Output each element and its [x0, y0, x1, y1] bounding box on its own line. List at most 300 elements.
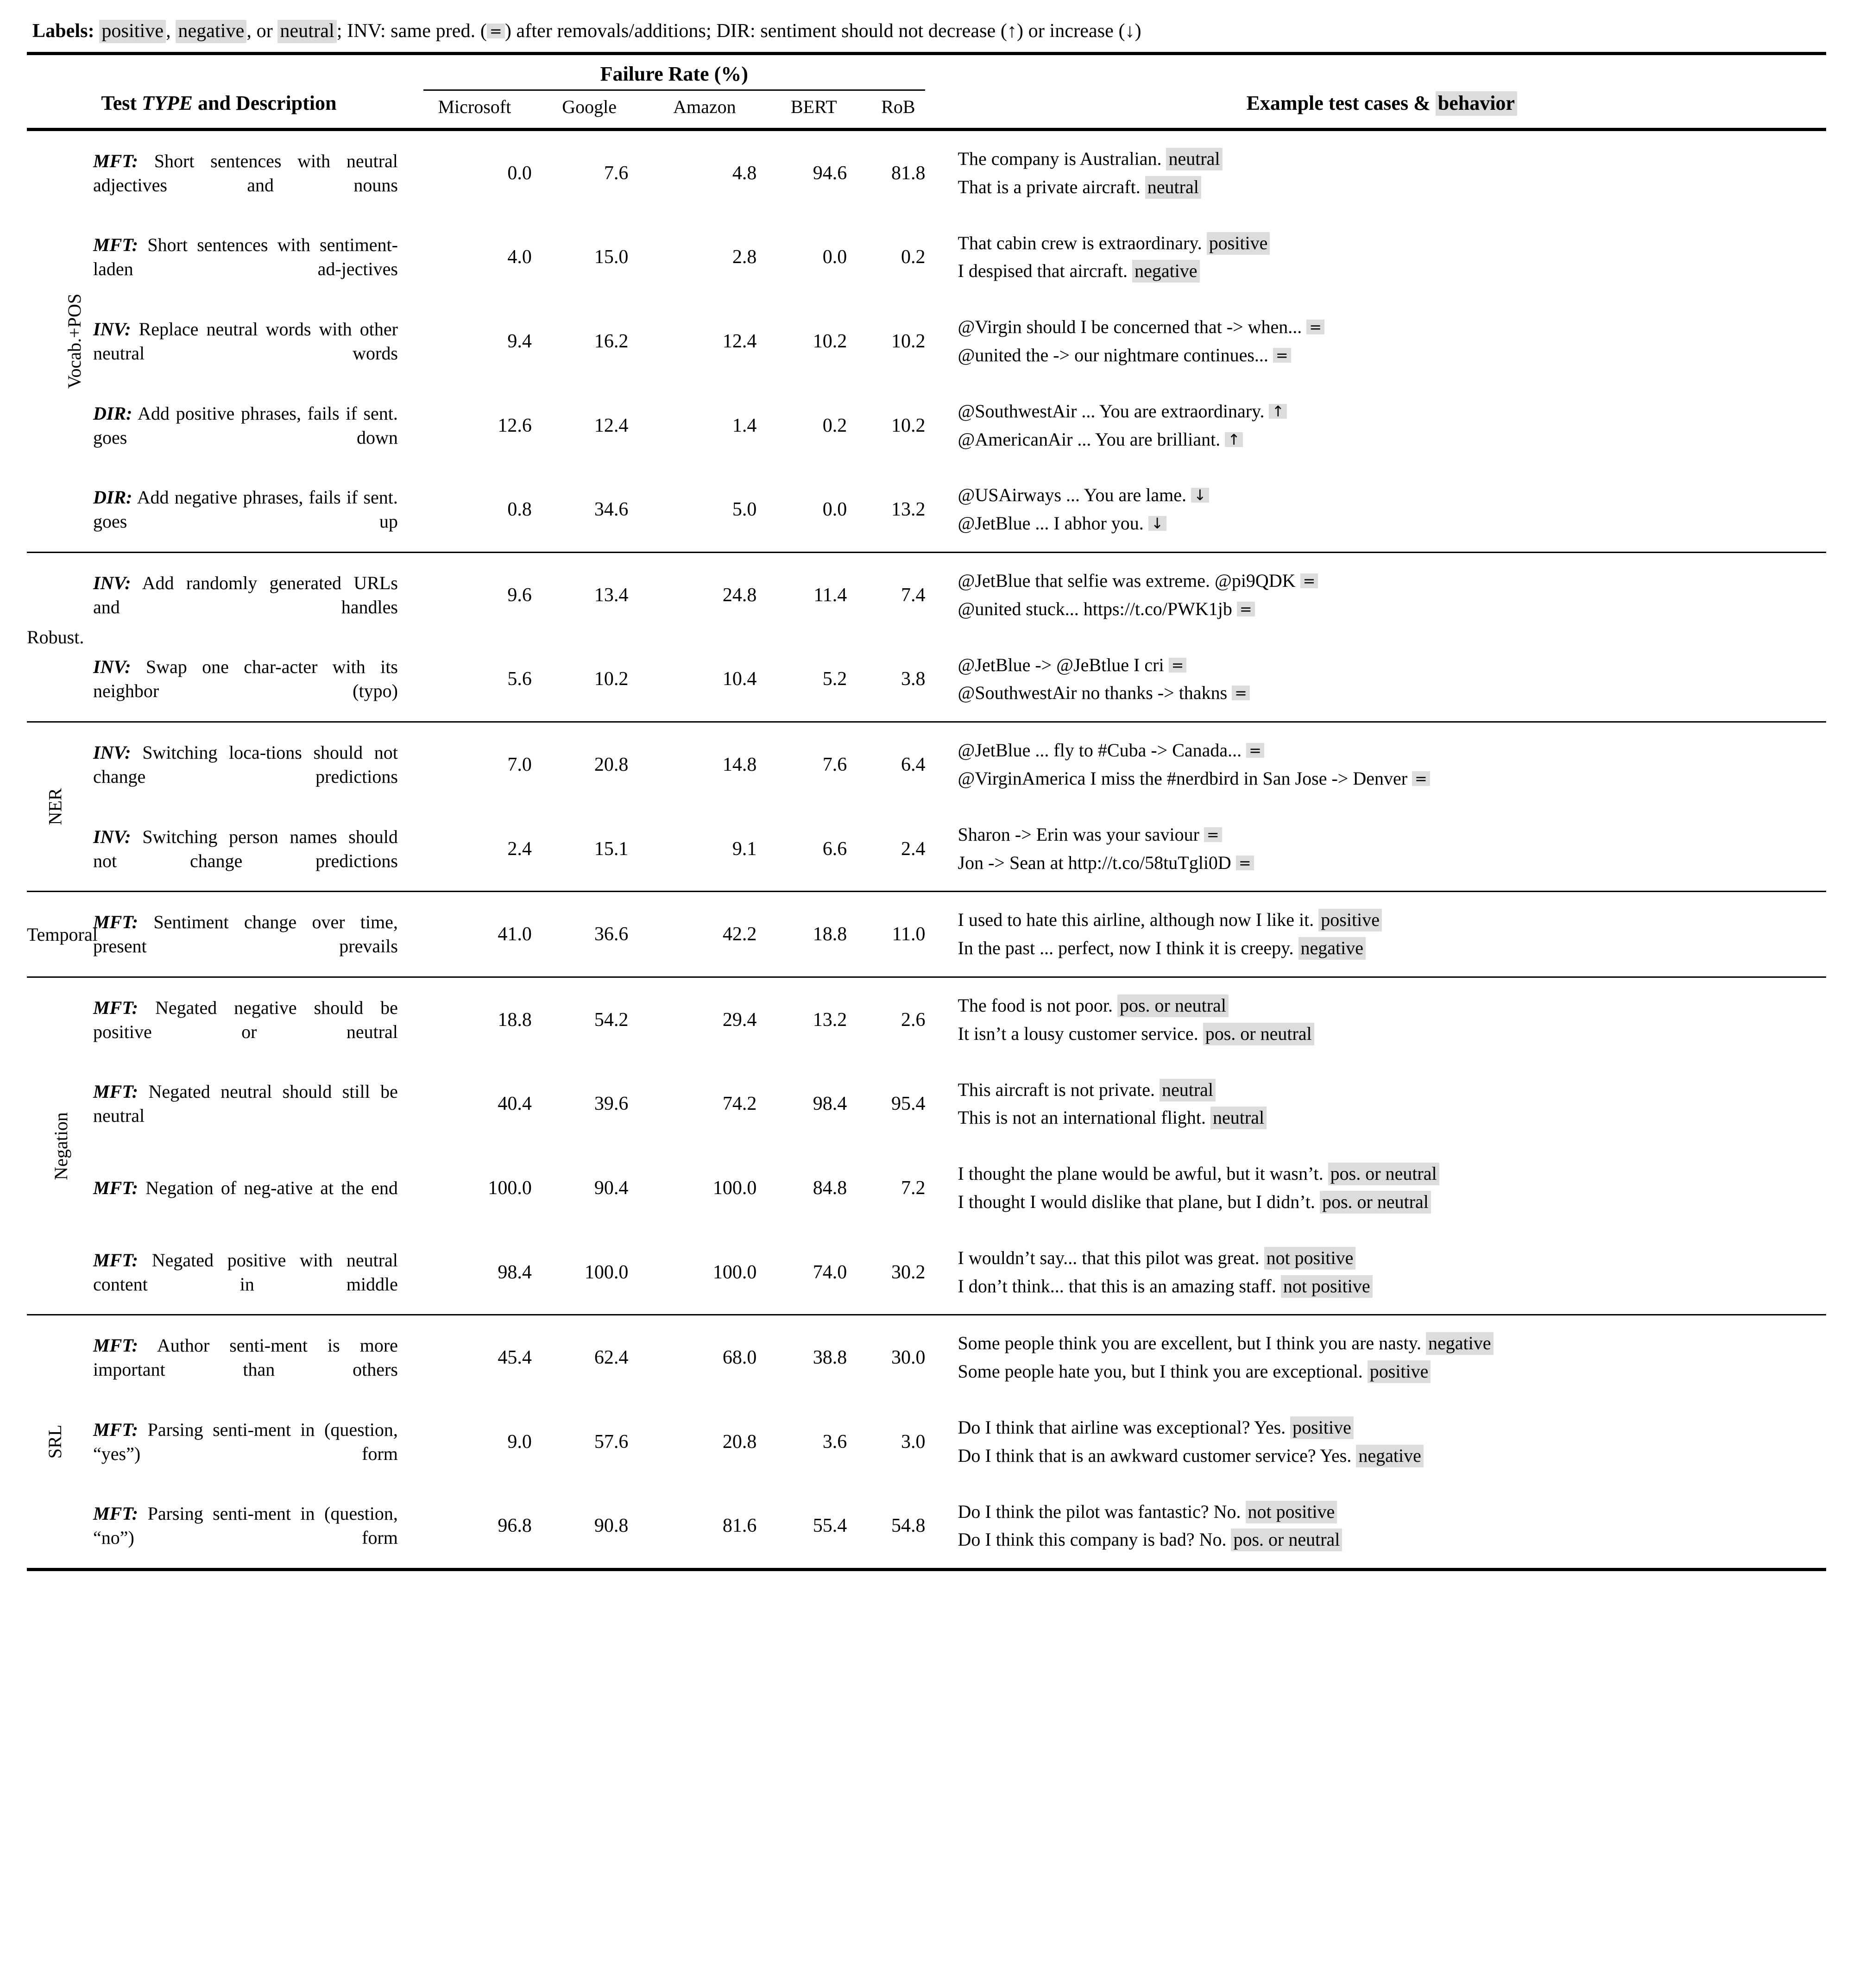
example-line [958, 595, 1826, 623]
failure-rate-amazon: 14.8 [640, 722, 769, 807]
expected-behavior-badge: positive [1207, 232, 1270, 255]
failure-rate-rob: 30.0 [859, 1315, 937, 1400]
failure-rate-amazon: 81.6 [722, 1515, 757, 1537]
failure-rate-bert: 10.2 [813, 330, 847, 352]
caption-sep-1: , [166, 20, 171, 42]
failure-rate-microsoft: 0.8 [507, 499, 532, 521]
header-failure-rate-label: Failure Rate (%) [600, 63, 748, 85]
failure-rate-amazon: 42.2 [640, 892, 769, 977]
failure-rate-google: 12.4 [594, 415, 629, 436]
failure-rate-amazon: 9.1 [732, 838, 757, 860]
expected-behavior-badge: negative [1298, 937, 1366, 960]
test-description [83, 215, 411, 300]
failure-rate-amazon: 12.4 [722, 330, 757, 352]
failure-rate-amazon: 20.8 [722, 1431, 757, 1453]
example-text: @VirginAmerica I miss the #nerdbird in San Jose -> Denver [958, 768, 1408, 789]
test-description [83, 1146, 411, 1230]
expected-behavior-badge: = [1300, 573, 1318, 588]
expected-behavior-badge: = [1412, 771, 1430, 786]
example-line [958, 906, 1826, 934]
caption-dir-text: ) after removals/additions; DIR: sentiment should not decrease (↑) or increase (↓) [504, 20, 1141, 42]
example-text: Do I think that airline was exceptional? Yes. [958, 1416, 1286, 1438]
example-test-cases [938, 637, 1826, 722]
failure-rate-rob: 3.0 [901, 1431, 926, 1453]
example-text: @USAirways ... You are lame. [958, 484, 1187, 506]
expected-behavior-badge: negative [1356, 1445, 1424, 1467]
example-text: The food is not poor. [958, 994, 1113, 1016]
example-line [958, 765, 1826, 793]
failure-rate-amazon: 1.4 [732, 415, 757, 436]
example-test-cases [938, 552, 1826, 637]
test-description [83, 1315, 411, 1400]
table-row [27, 384, 1826, 468]
test-type-label: MFT: [93, 997, 139, 1018]
failure-rate-microsoft: 2.4 [507, 838, 532, 860]
failure-rate-microsoft: 5.6 [507, 668, 532, 690]
example-text: Some people hate you, but I think you are exceptional. [958, 1361, 1363, 1382]
test-description [83, 130, 411, 215]
expected-behavior-badge: pos. or neutral [1117, 994, 1229, 1017]
header-model-bert: BERT [790, 96, 837, 117]
example-text: Do I think that is an awkward customer service? Yes. [958, 1445, 1352, 1466]
failure-rate-google: 20.8 [538, 722, 641, 807]
expected-behavior-badge: neutral [1166, 148, 1222, 170]
test-description-text: Short sentences with sentiment-laden ad-jectives [93, 234, 398, 280]
example-text: Sharon -> Erin was your saviour [958, 824, 1199, 845]
test-description-text: Parsing senti-ment in (question, “no”) form [93, 1503, 398, 1548]
failure-rate-bert: 5.2 [822, 668, 847, 690]
failure-rate-bert: 6.6 [822, 838, 847, 860]
example-text: Some people think you are excellent, but I think you are nasty. [958, 1333, 1422, 1354]
example-line [958, 1498, 1826, 1526]
failure-rate-bert: 55.4 [813, 1515, 847, 1537]
header-type-suffix: and Description [193, 92, 337, 114]
test-description [83, 299, 411, 384]
failure-rate-rob: 6.4 [859, 722, 937, 807]
table-row [27, 807, 1826, 892]
example-line [958, 1020, 1826, 1048]
test-type-label: DIR: [93, 487, 132, 508]
failure-rate-rob: 2.4 [901, 838, 926, 860]
failure-rate-amazon: 4.8 [640, 130, 769, 215]
example-line [958, 992, 1826, 1020]
example-line [958, 1076, 1826, 1104]
failure-rate-microsoft: 40.4 [498, 1093, 532, 1115]
section-label-text: Temporal [27, 924, 98, 945]
example-line [958, 1414, 1826, 1442]
test-description-text: Short sentences with neutral adjectives and nouns [93, 150, 398, 195]
example-text: In the past ... perfect, now I think it is creepy. [958, 937, 1294, 959]
example-line [958, 1329, 1826, 1358]
test-description [83, 1484, 411, 1568]
failure-rate-rob: 10.2 [891, 415, 926, 436]
header-model-amazon: Amazon [673, 96, 736, 117]
test-description [83, 552, 411, 637]
section-label-text: NER [44, 788, 66, 825]
example-line [958, 651, 1826, 679]
test-type-label: DIR: [93, 403, 132, 424]
example-line [958, 1526, 1826, 1554]
expected-behavior-badge: positive [1290, 1416, 1354, 1439]
header-example-behavior: behavior [1436, 91, 1517, 116]
failure-rate-amazon: 5.0 [732, 499, 757, 521]
section-label-robust [27, 552, 83, 722]
test-type-label: MFT: [93, 150, 139, 171]
expected-behavior-badge: ↓ [1191, 488, 1209, 503]
example-test-cases [938, 1062, 1826, 1146]
expected-behavior-badge: neutral [1210, 1107, 1267, 1129]
caption-label-prefix: Labels: [32, 20, 95, 42]
failure-rate-rob: 7.4 [859, 552, 937, 637]
example-line [958, 173, 1826, 201]
example-line [958, 1442, 1826, 1470]
section-label-text: SRL [44, 1425, 66, 1459]
test-description [83, 1062, 411, 1146]
example-test-cases [938, 384, 1826, 468]
failure-rate-amazon: 2.8 [732, 246, 757, 268]
test-description-text: Replace neutral words with other neutral words [93, 318, 398, 364]
table-row [27, 1146, 1826, 1230]
test-description-text: Add randomly generated URLs and handles [93, 572, 398, 617]
failure-rate-amazon: 24.8 [640, 552, 769, 637]
failure-rate-rob: 11.0 [859, 892, 937, 977]
example-text: I thought I would dislike that plane, but I didn’t. [958, 1191, 1315, 1212]
example-line [958, 145, 1826, 173]
section-label-ner [27, 722, 83, 892]
failure-rate-microsoft: 9.0 [507, 1431, 532, 1453]
example-test-cases [938, 1146, 1826, 1230]
example-line [958, 426, 1826, 454]
example-test-cases [938, 977, 1826, 1062]
test-description [83, 384, 411, 468]
table-row [27, 1484, 1826, 1568]
checklist-results-table [27, 55, 1826, 1568]
failure-rate-bert: 7.6 [769, 722, 859, 807]
test-description [83, 467, 411, 552]
example-line [958, 481, 1826, 510]
expected-behavior-badge: = [1204, 827, 1222, 842]
expected-behavior-badge: not positive [1264, 1247, 1356, 1270]
header-failure-rate-rule [423, 89, 925, 91]
failure-rate-google: 62.4 [538, 1315, 641, 1400]
header-type-prefix: Test [101, 92, 142, 114]
failure-rate-bert: 0.0 [822, 246, 847, 268]
example-text: This is not an international flight. [958, 1107, 1206, 1128]
example-line [958, 679, 1826, 707]
failure-rate-microsoft: 9.4 [507, 330, 532, 352]
expected-behavior-badge: not positive [1246, 1501, 1337, 1523]
expected-behavior-badge: = [1273, 348, 1291, 363]
example-text: The company is Australian. [958, 148, 1162, 169]
failure-rate-microsoft: 45.4 [411, 1315, 538, 1400]
failure-rate-amazon: 10.4 [722, 668, 757, 690]
example-text: @SouthwestAir no thanks -> thakns [958, 682, 1228, 704]
test-description-text: Sentiment change over time, present prevails [93, 912, 398, 957]
table-row [27, 637, 1826, 722]
example-text: @JetBlue that selfie was extreme. @pi9QDK [958, 570, 1296, 591]
failure-rate-bert: 3.6 [822, 1431, 847, 1453]
failure-rate-google: 57.6 [594, 1431, 629, 1453]
expected-behavior-badge: pos. or neutral [1203, 1023, 1314, 1045]
failure-rate-bert: 13.2 [769, 977, 859, 1062]
failure-rate-bert: 0.0 [822, 499, 847, 521]
example-test-cases [938, 1484, 1826, 1568]
test-description [83, 722, 411, 807]
example-line [958, 934, 1826, 963]
expected-behavior-badge: = [1169, 658, 1187, 673]
table-row [27, 977, 1826, 1062]
failure-rate-google: 90.8 [594, 1515, 629, 1537]
test-description [83, 807, 411, 892]
example-text: @Virgin should I be concerned that -> when... [958, 316, 1302, 338]
example-text: @JetBlue -> @JeBtlue I cri [958, 654, 1164, 675]
example-line [958, 229, 1826, 258]
expected-behavior-badge: pos. or neutral [1231, 1529, 1342, 1551]
expected-behavior-badge: = [1237, 602, 1255, 617]
example-line [958, 736, 1826, 765]
test-type-label: MFT: [93, 234, 139, 256]
test-description-text: Switching person names should not change predictions [93, 826, 398, 871]
example-text: That is a private aircraft. [958, 176, 1141, 197]
failure-rate-microsoft: 0.0 [411, 130, 538, 215]
example-line [958, 1244, 1826, 1272]
test-description [83, 892, 411, 977]
header-row-top [27, 55, 1826, 91]
example-line [958, 1272, 1826, 1301]
test-type-label: INV: [93, 656, 131, 678]
header-model-google: Google [562, 96, 617, 117]
example-text: @united the -> our nightmare continues... [958, 344, 1268, 365]
test-description-text: Negated negative should be positive or neutral [93, 997, 398, 1042]
test-type-label: INV: [93, 318, 131, 340]
table-row [27, 892, 1826, 977]
failure-rate-google: 54.2 [538, 977, 641, 1062]
section-label-text: Robust. [27, 627, 84, 648]
example-line [958, 1104, 1826, 1132]
table-body [27, 130, 1826, 1568]
header-model-rob: RoB [881, 96, 915, 117]
example-test-cases [938, 299, 1826, 384]
example-test-cases [938, 722, 1826, 807]
failure-rate-microsoft: 96.8 [498, 1515, 532, 1537]
failure-rate-bert: 0.2 [822, 415, 847, 436]
test-description-text: Negated neutral should still be neutral [93, 1081, 398, 1126]
test-description [83, 977, 411, 1062]
test-description-text: Switching loca-tions should not change predictions [93, 742, 398, 787]
example-line [958, 821, 1826, 849]
section-label-text: Negation [50, 1112, 71, 1180]
test-type-label: MFT: [93, 1503, 139, 1524]
failure-rate-bert: 98.4 [813, 1093, 847, 1115]
failure-rate-rob: 2.6 [859, 977, 937, 1062]
test-type-label: MFT: [93, 1419, 139, 1440]
failure-rate-google: 7.6 [538, 130, 641, 215]
table-row [27, 1400, 1826, 1484]
failure-rate-bert: 94.6 [769, 130, 859, 215]
failure-rate-google: 13.4 [538, 552, 641, 637]
caption-label-negative: negative [176, 20, 246, 43]
expected-behavior-badge: = [1246, 743, 1264, 758]
expected-behavior-badge: neutral [1160, 1079, 1216, 1101]
example-text: I don’t think... that this is an amazing staff. [958, 1275, 1276, 1296]
example-test-cases [938, 1400, 1826, 1484]
failure-rate-microsoft: 41.0 [411, 892, 538, 977]
example-line [958, 1160, 1826, 1188]
table-row [27, 552, 1826, 637]
example-text: I wouldn’t say... that this pilot was great. [958, 1247, 1260, 1268]
failure-rate-amazon: 100.0 [712, 1261, 757, 1283]
header-test-type-desc [27, 55, 411, 130]
header-example-cases [938, 55, 1826, 130]
test-description-text: Swap one char-acter with its neighbor (typo) [93, 656, 398, 702]
expected-behavior-badge: = [1236, 856, 1254, 870]
failure-rate-google: 90.4 [594, 1177, 629, 1199]
failure-rate-google: 39.6 [594, 1093, 629, 1115]
expected-behavior-badge: = [1232, 686, 1250, 700]
failure-rate-google: 16.2 [594, 330, 629, 352]
example-test-cases [938, 130, 1826, 215]
example-test-cases [938, 215, 1826, 300]
section-label-negation [27, 977, 83, 1315]
failure-rate-bert: 84.8 [813, 1177, 847, 1199]
example-line [958, 397, 1826, 426]
example-test-cases [938, 892, 1826, 977]
section-label-vocab-pos [27, 130, 83, 553]
header-type-italic: TYPE [142, 92, 193, 114]
expected-behavior-badge: neutral [1145, 176, 1201, 199]
failure-rate-rob: 54.8 [891, 1515, 926, 1537]
test-description [83, 1230, 411, 1315]
failure-rate-rob: 0.2 [901, 246, 926, 268]
example-test-cases [938, 467, 1826, 552]
failure-rate-rob: 10.2 [891, 330, 926, 352]
failure-rate-google: 15.0 [594, 246, 629, 268]
failure-rate-google: 10.2 [594, 668, 629, 690]
test-description [83, 1400, 411, 1484]
failure-rate-rob: 30.2 [891, 1261, 926, 1283]
example-text: @JetBlue ... I abhor you. [958, 513, 1144, 534]
test-description-text: Parsing senti-ment in (question, “yes”) form [93, 1419, 398, 1464]
example-text: I despised that aircraft. [958, 260, 1128, 282]
example-text: This aircraft is not private. [958, 1079, 1155, 1100]
table-row [27, 215, 1826, 300]
test-description-text: Negated positive with neutral content in middle [93, 1249, 398, 1295]
failure-rate-microsoft: 7.0 [411, 722, 538, 807]
failure-rate-amazon: 100.0 [712, 1177, 757, 1199]
header-failure-rate-group [411, 55, 938, 91]
failure-rate-google: 36.6 [538, 892, 641, 977]
test-type-label: INV: [93, 826, 131, 847]
section-label-temporal [27, 892, 98, 977]
test-description-text: Author senti-ment is more important than others [93, 1335, 398, 1380]
caption-sep-2: , or [246, 20, 273, 42]
table-head [27, 55, 1826, 130]
failure-rate-bert: 18.8 [769, 892, 859, 977]
expected-behavior-badge: ↓ [1148, 516, 1166, 531]
failure-rate-microsoft: 100.0 [488, 1177, 532, 1199]
rule-bottom [27, 1568, 1826, 1571]
caption-label-neutral: neutral [277, 20, 336, 43]
failure-rate-rob: 7.2 [901, 1177, 926, 1199]
expected-behavior-badge: pos. or neutral [1328, 1163, 1439, 1185]
expected-behavior-badge: ↑ [1225, 432, 1243, 447]
test-description [83, 637, 411, 722]
table-caption [27, 0, 1826, 52]
failure-rate-bert: 11.4 [769, 552, 859, 637]
failure-rate-rob: 81.8 [859, 130, 937, 215]
example-test-cases [938, 1315, 1826, 1400]
expected-behavior-badge: not positive [1281, 1275, 1373, 1298]
failure-rate-microsoft: 9.6 [411, 552, 538, 637]
example-text: @AmericanAir ... You are brilliant. [958, 428, 1221, 450]
test-description-text: Negation of neg-ative at the end [145, 1177, 398, 1198]
test-description-text: Add negative phrases, fails if sent. goes up [93, 487, 398, 532]
test-type-label: MFT: [93, 1081, 139, 1102]
example-text: It isn’t a lousy customer service. [958, 1023, 1198, 1044]
expected-behavior-badge: positive [1318, 909, 1382, 931]
failure-rate-microsoft: 4.0 [507, 246, 532, 268]
failure-rate-amazon: 68.0 [640, 1315, 769, 1400]
section-label-text: Vocab.+POS [64, 294, 85, 389]
failure-rate-bert: 74.0 [813, 1261, 847, 1283]
header-model-microsoft: Microsoft [438, 96, 511, 117]
test-type-label: MFT: [93, 1335, 139, 1356]
example-text: That cabin crew is extraordinary. [958, 232, 1202, 253]
failure-rate-rob: 13.2 [891, 499, 926, 521]
table-row [27, 467, 1826, 552]
table-row [27, 130, 1826, 215]
failure-rate-amazon: 74.2 [722, 1093, 757, 1115]
section-label-srl [27, 1315, 83, 1568]
example-text: Do I think this company is bad? No. [958, 1529, 1227, 1550]
test-type-label: MFT: [93, 1249, 139, 1271]
expected-behavior-badge: negative [1132, 260, 1200, 283]
table-row [27, 1062, 1826, 1146]
example-line [958, 313, 1826, 341]
example-line [958, 849, 1826, 877]
test-type-label: INV: [93, 572, 131, 593]
failure-rate-google: 15.1 [594, 838, 629, 860]
equals-icon: = [487, 24, 505, 38]
rule-top [27, 52, 1826, 55]
failure-rate-rob: 95.4 [891, 1093, 926, 1115]
example-text: Jon -> Sean at http://t.co/58tuTgli0D [958, 852, 1231, 873]
table-row [27, 1230, 1826, 1315]
example-line [958, 1358, 1826, 1386]
failure-rate-google: 34.6 [594, 499, 629, 521]
expected-behavior-badge: pos. or neutral [1320, 1191, 1431, 1214]
failure-rate-microsoft: 98.4 [498, 1261, 532, 1283]
example-test-cases [938, 1230, 1826, 1315]
example-line [958, 567, 1826, 595]
example-line [958, 510, 1826, 538]
failure-rate-google: 100.0 [584, 1261, 629, 1283]
caption-label-positive: positive [99, 20, 166, 43]
example-test-cases [938, 807, 1826, 892]
example-text: @united stuck... https://t.co/PWK1jb [958, 598, 1232, 619]
expected-behavior-badge: negative [1426, 1332, 1494, 1355]
failure-rate-microsoft: 12.6 [498, 415, 532, 436]
expected-behavior-badge: positive [1368, 1360, 1431, 1383]
example-line [958, 341, 1826, 370]
example-text: I used to hate this airline, although now I like it. [958, 909, 1314, 931]
failure-rate-bert: 38.8 [769, 1315, 859, 1400]
example-text: I thought the plane would be awful, but it wasn’t. [958, 1163, 1324, 1184]
test-type-label: INV: [93, 742, 131, 763]
example-text: @SouthwestAir ... You are extraordinary. [958, 400, 1265, 422]
example-line [958, 1188, 1826, 1216]
failure-rate-amazon: 29.4 [640, 977, 769, 1062]
